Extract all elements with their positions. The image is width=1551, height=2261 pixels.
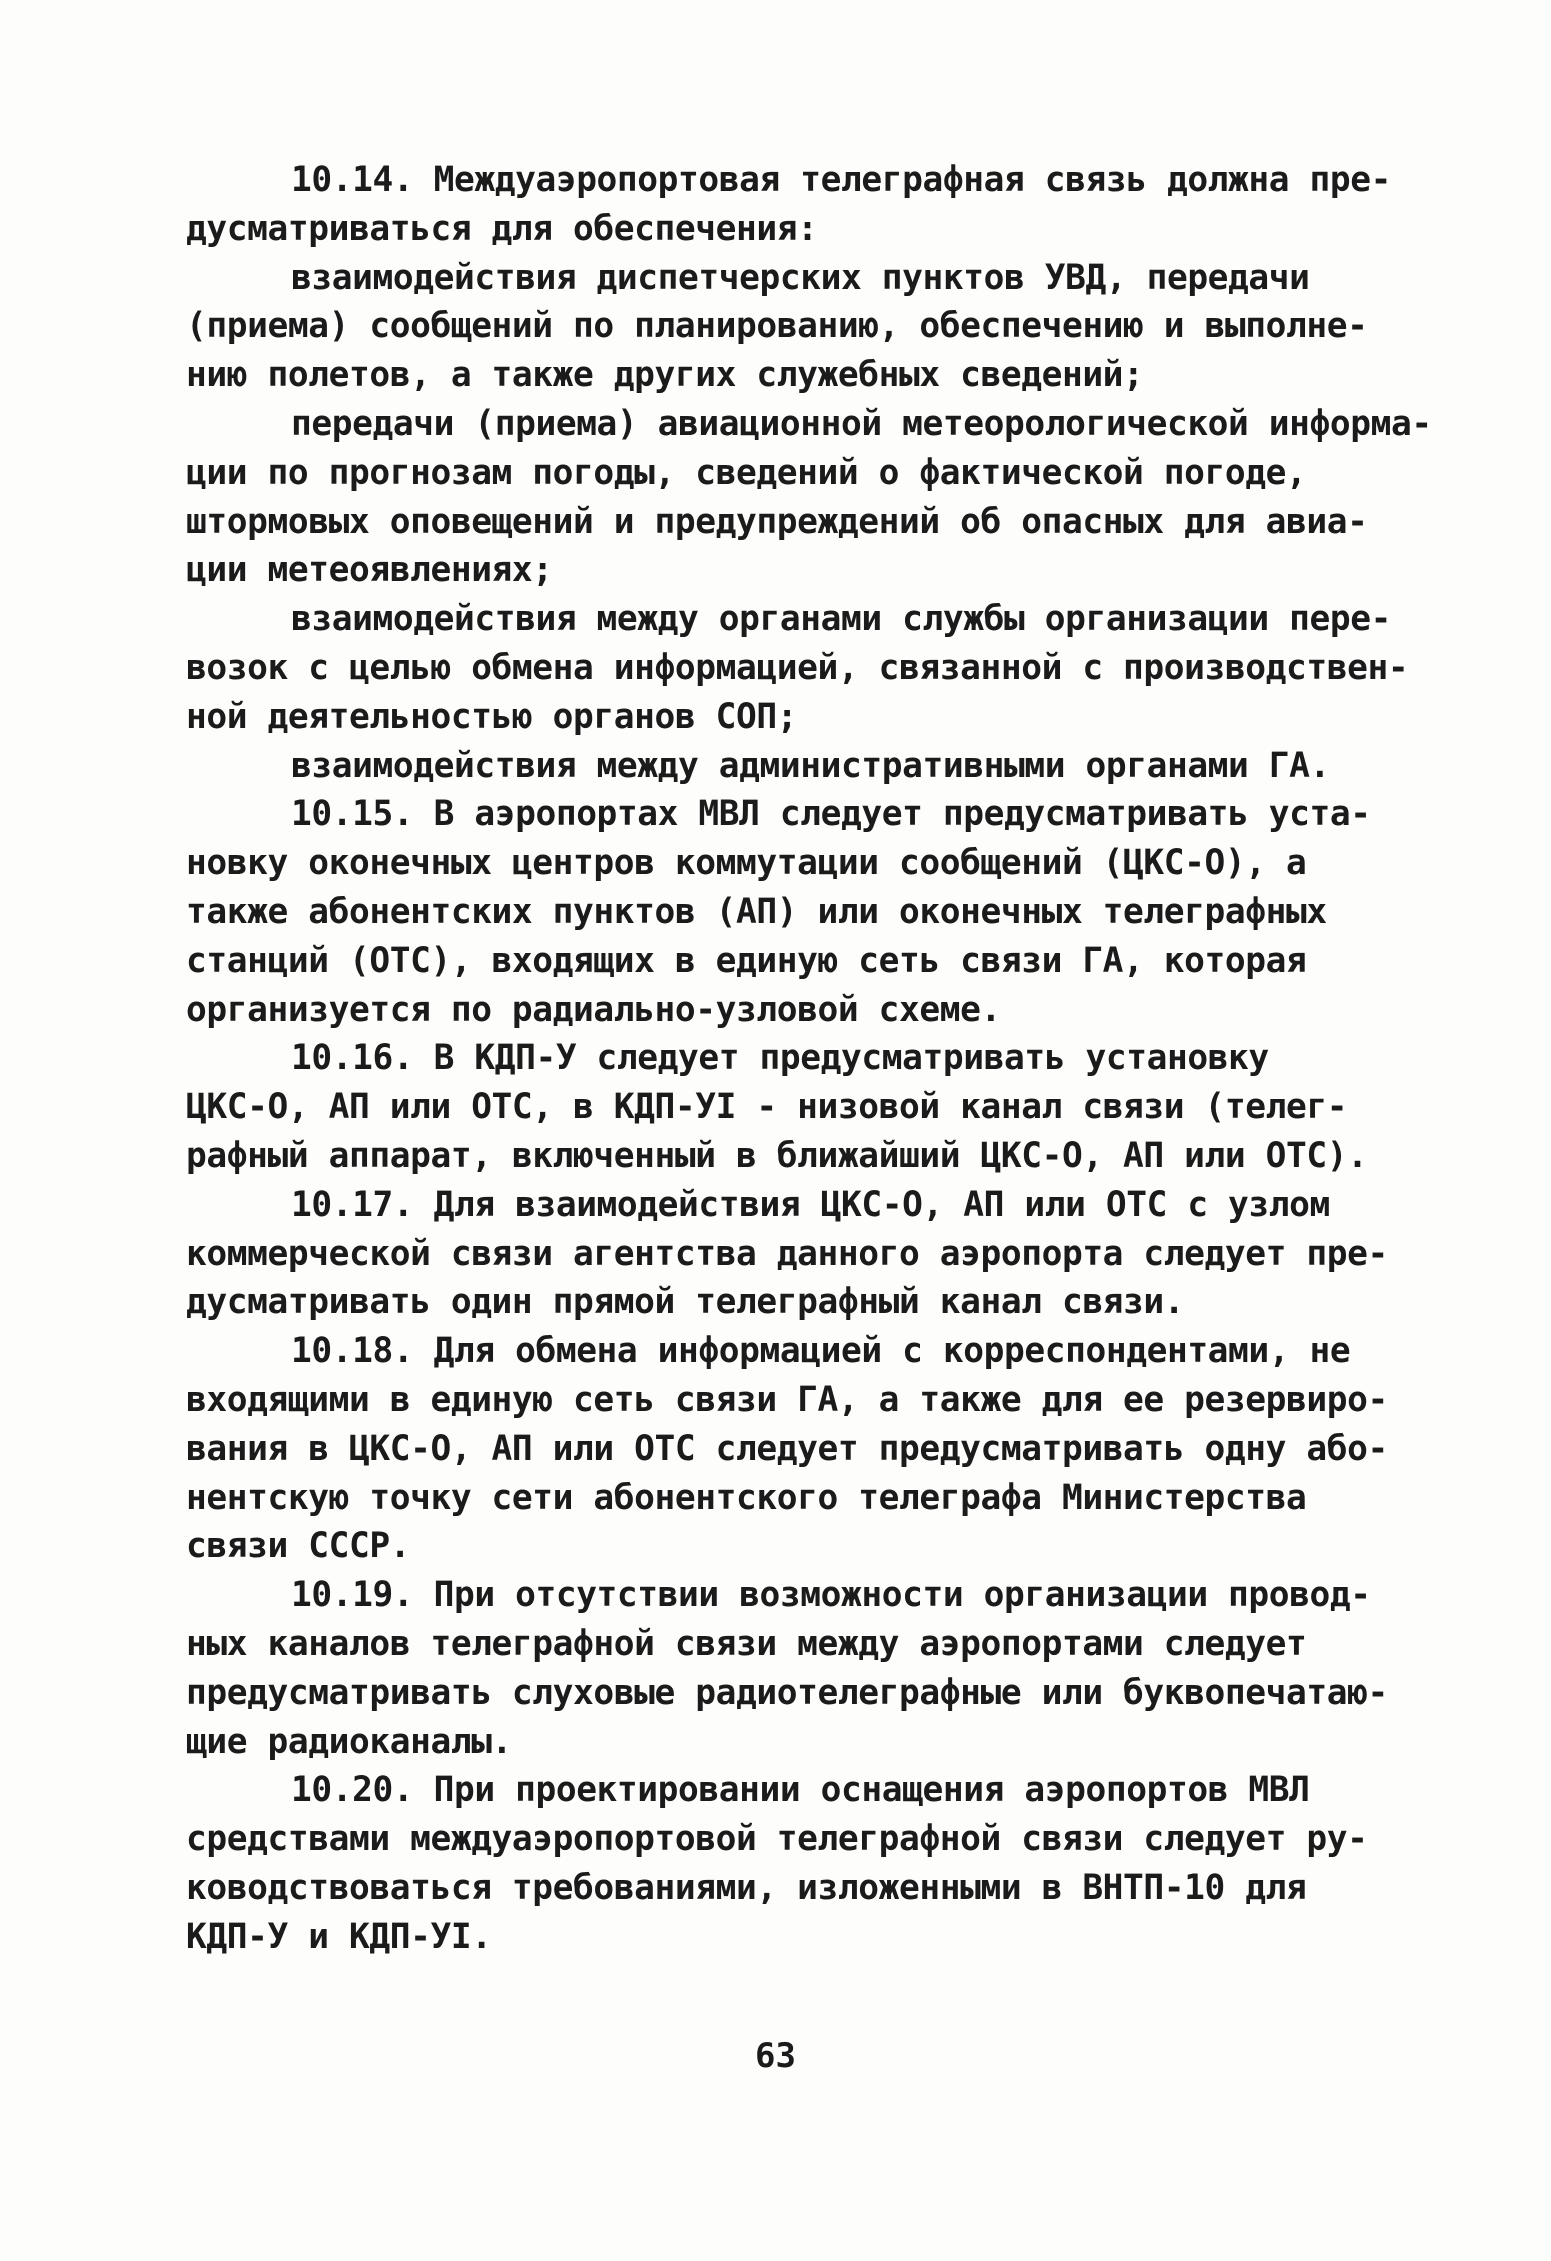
text-line: 10.17. Для взаимодействия ЦКС-О, АП или ОТС с узлом [291,1184,1330,1225]
text-line: передачи (приема) авиационной метеорологической информа- [291,403,1432,444]
text-line: штормовых оповещений и предупреждений об опасных для авиа- [186,501,1368,542]
text-line: 10.19. При отсутствии возможности организации провод- [291,1575,1371,1616]
text-line: средствами междуаэропортовой телеграфной связи следует ру- [186,1819,1368,1860]
text-line: взаимодействия диспетчерских пунктов УВД, передачи [291,257,1310,298]
text-line: ной деятельностью органов СОП; [186,696,798,737]
text-line: 10.20. При проектировании оснащения аэропортов МВЛ [291,1770,1310,1811]
text-line: ЦКС-О, АП или ОТС, в КДП-УI - низовой канал связи (телег- [186,1087,1348,1128]
text-line: взаимодействия между органами службы организации пере- [291,599,1392,640]
text-line: новку оконечных центров коммутации сообщений (ЦКС-О), а [186,843,1307,884]
text-line: 10.15. В аэропортах МВЛ следует предусматривать уста- [291,794,1371,835]
text-line: нию полетов, а также других служебных сведений; [186,355,1144,396]
text-line: ководствоваться требованиями, изложенными в ВНТП-10 для [186,1867,1307,1908]
body-text [186,156,1432,1961]
text-line: 10.14. Междуаэропортовая телеграфная связь должна пре- [291,160,1392,200]
text-line: организуется по радиально-узловой схеме. [186,989,1001,1030]
text-line: связи СССР. [186,1526,411,1567]
text-line: КДП-У и КДП-УI. [186,1916,492,1957]
text-line: ции по прогнозам погоды, сведений о фактической погоде, [186,452,1307,493]
text-line: (приема) сообщений по планированию, обеспечению и выполне- [186,306,1368,347]
text-line: коммерческой связи агентства данного аэропорта следует пре- [186,1233,1388,1274]
text-line: также абонентских пунктов (АП) или оконечных телеграфных [186,891,1327,932]
text-line: 10.16. В КДП-У следует предусматривать установку [291,1038,1269,1079]
text-line: нентскую точку сети абонентского телеграфа Министерства [186,1477,1307,1518]
text-line: дусматривать один прямой телеграфный канал связи. [186,1282,1185,1323]
text-line: ции метеоявлениях; [186,550,553,591]
text-line: вания в ЦКС-О, АП или ОТС следует предусматривать одну або- [186,1428,1388,1469]
text-line: щие радиоканалы. [186,1721,512,1762]
text-line: входящими в единую сеть связи ГА, а также для ее резервиро- [186,1379,1388,1420]
page-number: 63 [755,2036,796,2076]
text-line: возок с целью обмена информацией, связанной с производствен- [186,647,1409,688]
text-line: дусматриваться для обеспечения: [186,208,818,249]
text-line: рафный аппарат, включенный в ближайший ЦКС-О, АП или ОТС). [186,1135,1368,1176]
text-line: взаимодействия между административными органами ГА. [291,745,1330,786]
text-line: 10.18. Для обмена информацией с корреспондентами, не [291,1331,1351,1372]
text-line: предусматривать слуховые радиотелеграфные или буквопечатаю- [186,1672,1388,1713]
text-line: станций (ОТС), входящих в единую сеть связи ГА, которая [186,940,1307,981]
text-line: ных каналов телеграфной связи между аэропортами следует [186,1623,1307,1664]
